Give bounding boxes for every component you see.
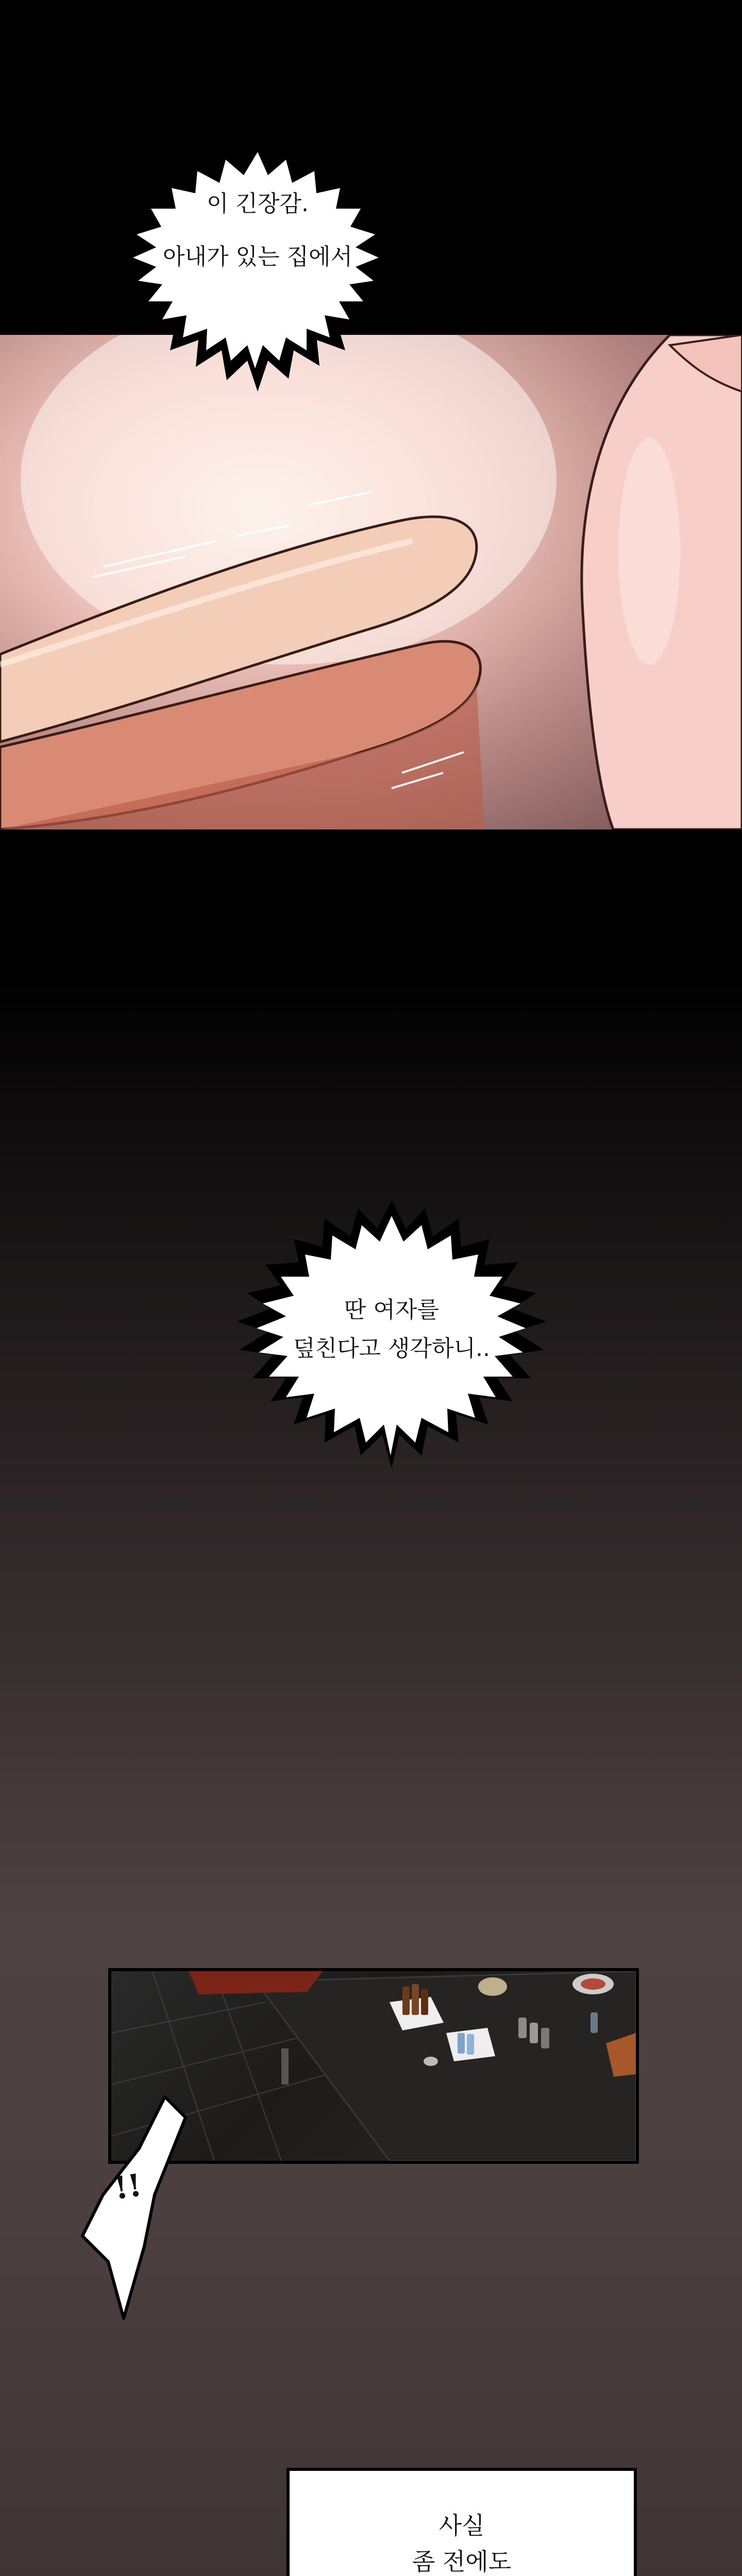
bubble-middle-line1: 딴 여자를 [344, 1297, 439, 1323]
narration-line2: 좀 전에도 [412, 2548, 512, 2575]
plate-food [581, 1978, 605, 1990]
bubble-top-line2: 아내가 있는 집에서 [162, 244, 352, 270]
red-sofa [189, 1971, 323, 1994]
bubble-middle-line2: 덮친다고 생각하니.. [293, 1335, 490, 1362]
glass-jar [478, 1977, 507, 1996]
exclamation-bubble-shape [77, 2092, 191, 2329]
exclamation-text: !! [112, 2167, 144, 2207]
table-top [256, 1971, 636, 2161]
small-cup [424, 2057, 438, 2066]
speech-bubble-top [98, 134, 417, 422]
speech-bubble-middle [191, 1195, 593, 1504]
narration-line1: 사실 [439, 2512, 485, 2539]
spiky-bubble-shape [98, 134, 417, 422]
exclamation-bubble [77, 2092, 191, 2329]
narration-box [286, 2468, 637, 2576]
exclamation-bubble-fill [82, 2097, 185, 2318]
bubble-top-line1: 이 긴장감. [207, 191, 309, 217]
table-leg [281, 2048, 289, 2084]
skin-highlight [618, 438, 680, 665]
